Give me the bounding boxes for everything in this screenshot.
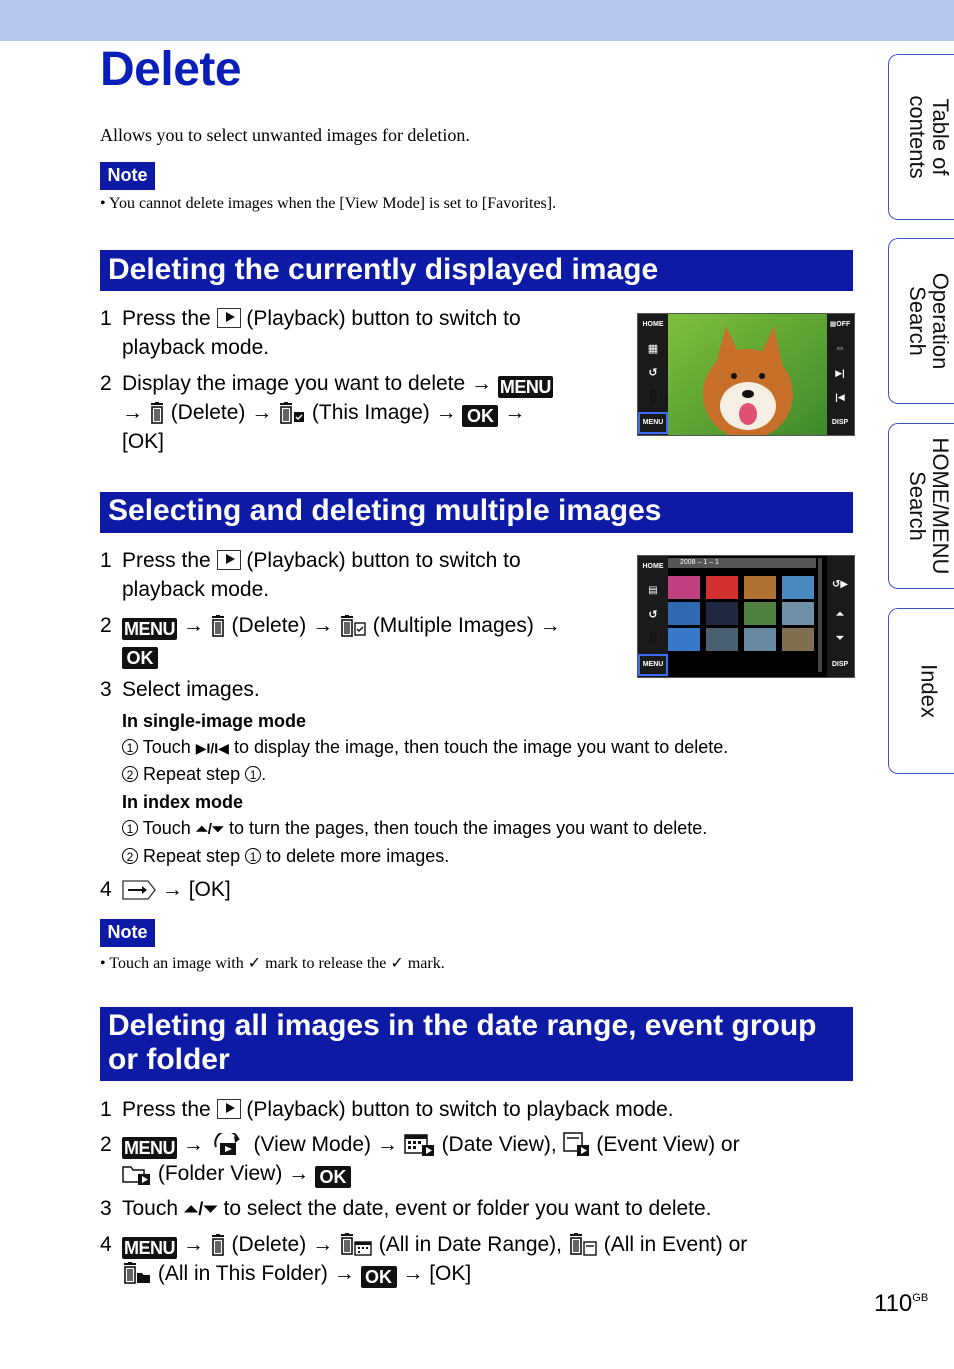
- arrow-icon: →: [182, 614, 204, 637]
- trash-icon: [210, 1234, 226, 1256]
- arrow-icon: →: [288, 1162, 310, 1185]
- trash-icon: [641, 390, 665, 404]
- tab-label: contents: [904, 95, 930, 179]
- scrollbar[interactable]: [818, 558, 822, 672]
- ok-icon: OK: [315, 1166, 351, 1188]
- step-text: [OK]: [122, 430, 165, 453]
- screen-disp-label: DISP: [831, 661, 849, 668]
- page-down-icon: ⏷: [836, 633, 844, 644]
- note-text-part: • Touch an image with: [100, 955, 244, 972]
- screen-menu-label: MENU: [638, 654, 668, 676]
- delete-multiple-icon: [339, 615, 367, 637]
- thumbnail[interactable]: [668, 576, 700, 599]
- rotate-icon: ⇔: [835, 343, 845, 354]
- menu-icon: MENU: [124, 1238, 175, 1258]
- sub-text: to delete more images.: [266, 846, 450, 866]
- folder-view-icon: [122, 1162, 152, 1186]
- thumbnail[interactable]: [782, 628, 814, 651]
- step-number: 1: [100, 1098, 112, 1121]
- page-up-down-icon: ⏶/⏷: [195, 821, 224, 838]
- tab-label: Operation: [927, 272, 953, 370]
- sub-heading: In index mode: [122, 792, 244, 812]
- circled-number: 2: [122, 848, 138, 864]
- ok-icon: OK: [361, 1266, 397, 1288]
- section-heading-line: Deleting all images in the date range, event group: [108, 1009, 817, 1042]
- circled-number: 1: [122, 739, 138, 755]
- thumbnail[interactable]: [782, 602, 814, 625]
- arrow-icon: →: [471, 372, 493, 395]
- note-badge: Note: [100, 919, 155, 947]
- note-text-part: mark to release the: [265, 955, 387, 972]
- next-icon: ▶|: [835, 368, 845, 378]
- note-text: [100, 953, 445, 973]
- step-number: 2: [100, 614, 112, 637]
- dog-photo: [668, 314, 827, 435]
- next-prev-icon: ▶I/I◀: [195, 740, 229, 756]
- page-title: Delete: [100, 43, 242, 96]
- menu-icon: MENU: [124, 1138, 175, 1158]
- arrow-icon: →: [312, 614, 334, 637]
- step-text: (Playback) button to switch to playback mode.: [246, 1098, 674, 1121]
- event-view-icon: [563, 1132, 591, 1158]
- sub-text: .: [261, 764, 267, 784]
- step-text: Touch: [122, 1197, 179, 1220]
- delete-all-folder-icon: [122, 1262, 152, 1286]
- calendar-icon: ▤: [648, 585, 658, 596]
- date-bar: 2008 – 1 – 1: [668, 558, 816, 568]
- prev-icon: |◀: [835, 392, 845, 402]
- step-text: playback mode.: [122, 336, 270, 359]
- index-icon: ▦: [647, 343, 659, 355]
- step-text: (Folder View): [157, 1162, 283, 1185]
- section-heading-line: or folder: [108, 1043, 230, 1076]
- arrow-icon: →: [182, 1133, 204, 1156]
- sub-heading: In single-image mode: [122, 711, 307, 731]
- ok-icon: OK: [462, 405, 498, 427]
- arrow-icon: →: [504, 401, 526, 424]
- thumbnail[interactable]: [668, 628, 700, 651]
- playback-icon: [217, 550, 241, 570]
- top-band: [0, 0, 954, 41]
- trash-icon: [641, 632, 665, 646]
- playback-icon: [217, 308, 241, 328]
- arrow-icon: →: [376, 1133, 398, 1156]
- step-text: (Date View),: [441, 1133, 557, 1156]
- note-badge: Note: [100, 162, 155, 190]
- step-text: (All in Event) or: [603, 1233, 748, 1256]
- section-heading: Deleting the currently displayed image: [100, 250, 853, 291]
- circled-number: 2: [122, 766, 138, 782]
- step-text: (Event View) or: [596, 1133, 740, 1156]
- sub-text: Touch: [142, 818, 191, 838]
- arrow-icon: →: [435, 401, 457, 424]
- section-heading: [100, 1007, 853, 1081]
- step-text: (Playback) button to switch to: [246, 307, 521, 330]
- arrow-icon: →: [539, 614, 561, 637]
- step-text: [OK]: [429, 1262, 472, 1285]
- tab-home-menu-search[interactable]: [888, 423, 954, 589]
- step-text: (All in This Folder): [157, 1262, 328, 1285]
- step-text: Press the: [122, 1098, 211, 1121]
- step-number: 1: [100, 307, 112, 330]
- step-number: 4: [100, 1233, 112, 1256]
- screen-home-label: HOME: [642, 321, 664, 328]
- thumbnail[interactable]: [782, 576, 814, 599]
- step-text: (Delete): [231, 614, 307, 637]
- step-text: (Multiple Images): [372, 614, 534, 637]
- view-mode-icon: ↺: [648, 609, 658, 621]
- step-number: 1: [100, 549, 112, 572]
- camera-screen-index: [637, 555, 855, 678]
- page-number: [874, 1290, 928, 1318]
- screen-left-strip: [638, 556, 668, 677]
- screen-right-strip: [827, 556, 854, 677]
- step-number: 3: [100, 678, 112, 701]
- menu-icon: MENU: [499, 377, 551, 397]
- step-text: to select the date, event or folder you want to delete.: [223, 1197, 712, 1220]
- trash-icon: [149, 402, 165, 424]
- tab-label: HOME/MENU: [927, 437, 953, 575]
- sub-text: Repeat step: [143, 846, 241, 866]
- arrow-icon: →: [333, 1262, 355, 1285]
- step-text: (This Image): [311, 401, 430, 424]
- circled-number: 1: [245, 848, 261, 864]
- delete-all-date-icon: [339, 1233, 373, 1257]
- trash-icon: [210, 615, 226, 637]
- circled-number: 1: [245, 766, 261, 782]
- tab-table-of-contents[interactable]: [888, 54, 954, 220]
- disp-off-icon: ▦OFF: [829, 321, 851, 328]
- sub-steps: [122, 708, 842, 869]
- note-text: • You cannot delete images when the [View Mode] is set to [Favorites].: [100, 195, 557, 212]
- view-mode-icon: ↺: [648, 367, 658, 379]
- step-text: Select images.: [122, 678, 260, 701]
- menu-icon: MENU: [124, 619, 175, 639]
- arrow-icon: →: [312, 1233, 334, 1256]
- sub-text: to turn the pages, then touch the images you want to delete.: [228, 818, 708, 838]
- check-icon: ✓: [390, 953, 404, 972]
- thumbnail[interactable]: [744, 602, 776, 625]
- page-up-icon: ⏶: [836, 609, 844, 620]
- screen-home-label: HOME: [642, 563, 664, 570]
- thumbnail[interactable]: [706, 602, 738, 625]
- step-text: (Delete): [170, 401, 246, 424]
- arrow-icon: →: [251, 401, 273, 424]
- step-text: Press the: [122, 307, 211, 330]
- step-text: Press the: [122, 549, 211, 572]
- tab-label: Search: [904, 471, 930, 541]
- tab-operation-search[interactable]: [888, 238, 954, 404]
- note-text-part: mark.: [407, 955, 445, 972]
- tab-label: Table of: [927, 98, 953, 176]
- section-heading: Selecting and deleting multiple images: [100, 492, 853, 533]
- thumbnail[interactable]: [668, 602, 700, 625]
- screen-left-strip: [638, 314, 668, 435]
- date-view-icon: [404, 1133, 436, 1157]
- page-number-suffix: GB: [912, 1292, 929, 1304]
- arrow-icon: →: [182, 1233, 204, 1256]
- step-text: Display the image you want to delete: [122, 372, 466, 395]
- sub-text: to display the image, then touch the image you want to delete.: [233, 737, 729, 757]
- thumbnail[interactable]: [744, 576, 776, 599]
- screen-menu-label: MENU: [638, 412, 668, 434]
- view-mode-icon: [210, 1133, 248, 1157]
- step-text: (All in Date Range),: [378, 1233, 563, 1256]
- step-number: 2: [100, 372, 112, 395]
- page-number-value: 110: [874, 1290, 913, 1317]
- step-text: playback mode.: [122, 578, 270, 601]
- tab-index[interactable]: [888, 608, 954, 774]
- sub-text: Touch: [142, 737, 191, 757]
- sub-text: Repeat step: [143, 764, 241, 784]
- page-up-down-icon: ⏶/⏷: [183, 1199, 218, 1219]
- step-number: 3: [100, 1197, 112, 1220]
- arrow-icon: →: [122, 401, 143, 424]
- step-text: (Playback) button to switch to: [246, 549, 521, 572]
- camera-screen-single: [637, 313, 855, 436]
- screen-disp-label: DISP: [831, 419, 849, 426]
- step-text: (View Mode): [253, 1133, 372, 1156]
- playback-icon: [217, 1099, 241, 1119]
- delete-all-event-icon: [568, 1233, 598, 1257]
- check-icon: ✓: [247, 953, 262, 972]
- step-number: 4: [100, 878, 112, 901]
- step-number: 2: [100, 1133, 112, 1156]
- screen-right-strip: [827, 314, 854, 435]
- delete-this-image-icon: [278, 402, 306, 424]
- tab-label: Search: [904, 286, 930, 356]
- thumbnail[interactable]: [744, 628, 776, 651]
- circled-number: 1: [122, 820, 138, 836]
- intro-text: Allows you to select unwanted images for deletion.: [100, 125, 470, 145]
- thumbnail[interactable]: [706, 628, 738, 651]
- arrow-icon: →: [402, 1262, 424, 1285]
- view-mode-icon: ↺▶: [831, 579, 849, 590]
- step-text: [OK]: [188, 878, 231, 901]
- thumbnail[interactable]: [706, 576, 738, 599]
- step-text: (Delete): [231, 1233, 307, 1256]
- confirm-arrow-icon: [122, 879, 156, 901]
- arrow-icon: →: [161, 878, 183, 901]
- ok-icon: OK: [122, 647, 158, 669]
- tab-label: Index: [916, 664, 941, 718]
